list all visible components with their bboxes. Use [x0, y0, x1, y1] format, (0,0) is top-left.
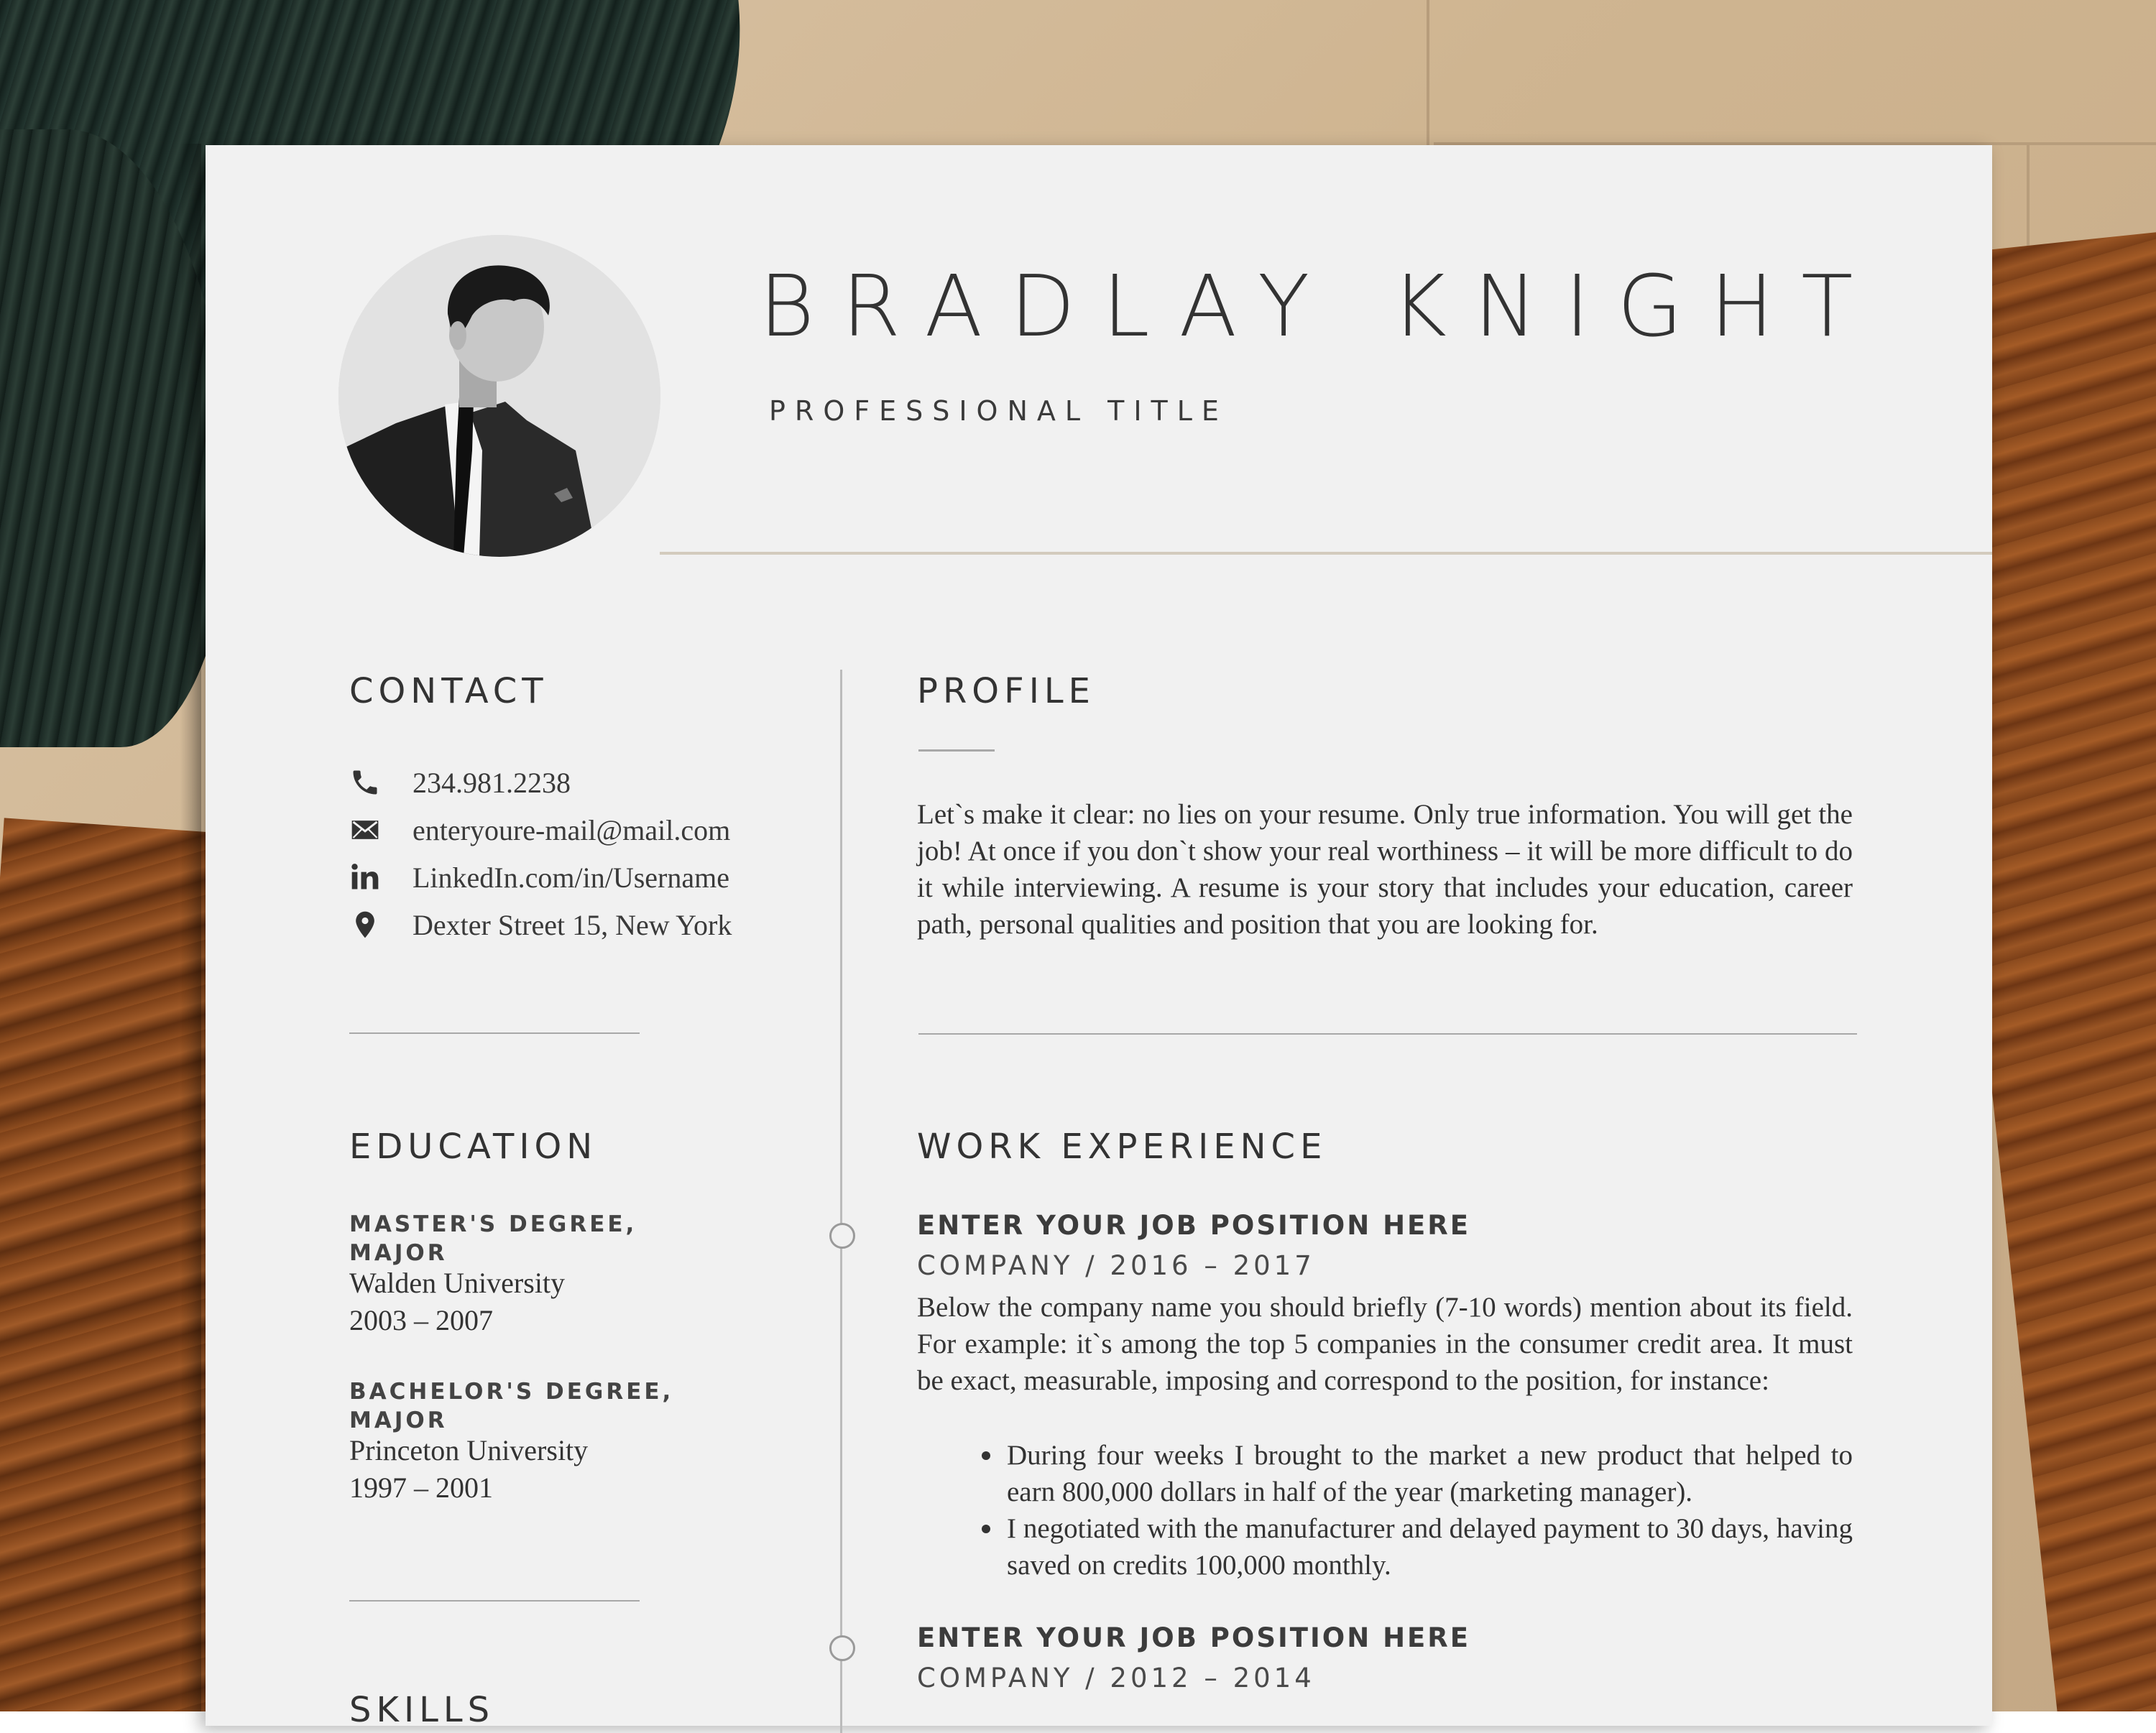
phone-icon [349, 764, 385, 800]
contact-linkedin-text: LinkedIn.com/in/Username [413, 861, 729, 894]
contact-address [349, 907, 732, 943]
linkedin-icon [349, 859, 385, 895]
job-description: Below the company name you should briefly (7-10 words) mention about its field. For example: it`s among the top 5 companies in the consumer credit area. It must be exact, measurable, imposing and correspond to the position, for instance: [917, 1292, 1853, 1396]
contact-heading: CONTACT [349, 671, 548, 711]
list-item: During four weeks I brought to the market a new product that helped to earn 800,000 dollars in half of the year (marketing manager). [982, 1437, 1853, 1510]
profile-heading: PROFILE [917, 671, 1095, 711]
skills-heading: SKILLS [349, 1690, 495, 1730]
school-name: Walden University [349, 1267, 566, 1299]
job-position: ENTER YOUR JOB POSITION HERE [917, 1622, 1471, 1653]
degree-title: BACHELOR'S DEGREE, MAJOR [349, 1379, 674, 1433]
school-years: 2003 – 2007 [349, 1304, 493, 1336]
column-divider [840, 670, 842, 1733]
candidate-name: BRADLAY KNIGHT [759, 257, 1881, 356]
job-company: COMPANY / 2016 – 2017 [917, 1250, 1315, 1281]
timeline-marker [829, 1635, 855, 1661]
school-name: Princeton University [349, 1434, 589, 1466]
profile-summary: Let`s make it clear: no lies on your resume. Only true information. You will get the job! At once if you don`t show your real worthiness – it will be more difficult to do it while interviewing. A resume is your story that includes your education, career path, personal qualities and position that you are looking for. [917, 799, 1853, 940]
education-heading: EDUCATION [349, 1127, 598, 1167]
location-pin-icon [349, 907, 385, 943]
work-experience-heading: WORK EXPERIENCE [917, 1127, 1327, 1167]
education-divider [349, 1600, 640, 1602]
timeline-marker [829, 1223, 855, 1249]
contact-phone-text: 234.981.2238 [413, 766, 571, 799]
profile-divider [918, 1033, 1857, 1035]
list-item: I negotiated with the manufacturer and delayed payment to 30 days, having saved on credits 100,000 monthly. [982, 1510, 1853, 1584]
paper-shadow [180, 144, 201, 1711]
contact-address-text: Dexter Street 15, New York [413, 908, 732, 941]
school-years: 1997 – 2001 [349, 1471, 493, 1504]
resume-page [206, 145, 1992, 1730]
contact-email [349, 812, 730, 848]
job-achievements [982, 1437, 1853, 1584]
contact-phone [349, 764, 571, 800]
profile-heading-underline [918, 749, 995, 752]
portrait-illustration [338, 235, 660, 557]
contact-email-text: enteryoure-mail@mail.com [413, 813, 731, 846]
envelope-icon [349, 812, 385, 848]
stone-seam [1427, 0, 1429, 151]
contact-divider [349, 1032, 640, 1034]
header-divider [660, 552, 1992, 555]
job-position: ENTER YOUR JOB POSITION HERE [917, 1210, 1471, 1241]
contact-linkedin [349, 859, 729, 895]
degree-title: MASTER'S DEGREE, MAJOR [349, 1211, 637, 1266]
job-company: COMPANY / 2012 – 2014 [917, 1663, 1315, 1693]
profile-photo [338, 235, 660, 557]
professional-title: PROFESSIONAL TITLE [769, 395, 1228, 427]
